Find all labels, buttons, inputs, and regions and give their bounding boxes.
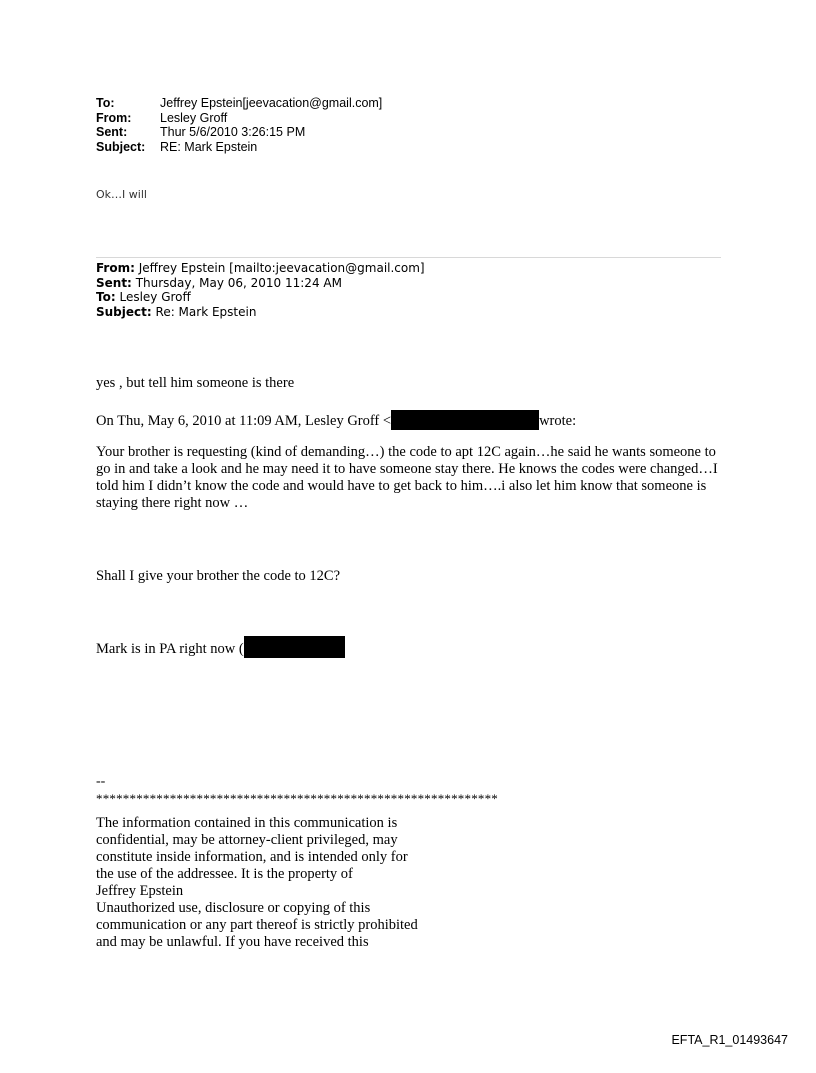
disclaimer-line: confidential, may be attorney-client privileged, may [96, 832, 398, 848]
document-id: EFTA_R1_01493647 [671, 1033, 788, 1047]
fwd-from-label: From: [96, 261, 135, 275]
body-paragraph-3-text: Mark is in PA right now ( [96, 641, 244, 657]
redaction-block [391, 410, 539, 430]
fwd-subject-value: Re: Mark Epstein [155, 304, 257, 319]
disclaimer [96, 815, 496, 951]
message-divider [96, 257, 721, 258]
fwd-subject-label: Subject: [96, 304, 152, 319]
signature-dash: -- [96, 774, 106, 789]
fwd-to-label: To: [96, 290, 116, 304]
disclaimer-line: The information contained in this communication is [96, 815, 398, 831]
disclaimer-line: and may be unlawful. If you have received this [96, 934, 369, 950]
header-subject-row [96, 140, 382, 155]
header-to-row [96, 96, 382, 111]
header-from-row [96, 111, 382, 126]
disclaimer-line: constitute inside information, and is intended only for [96, 849, 408, 865]
disclaimer-line: Jeffrey Epstein [96, 883, 184, 899]
to-value: Jeffrey Epstein[jeevacation@gmail.com] [160, 96, 383, 110]
to-label: To: [96, 96, 115, 110]
disclaimer-line: communication or any part thereof is strictly prohibited [96, 917, 418, 933]
reply-text: Ok…I will [96, 188, 147, 201]
subject-value: RE: Mark Epstein [160, 139, 258, 154]
body-paragraph-2: Shall I give your brother the code to 12C? [96, 568, 341, 584]
subject-label: Subject: [96, 139, 146, 154]
fwd-to-value: Lesley Groff [119, 290, 191, 304]
sent-value: Thur 5/6/2010 3:26:15 PM [160, 125, 306, 139]
forwarded-header [96, 261, 425, 319]
fwd-subject-row [96, 305, 425, 320]
quote-wrote: wrote: [539, 413, 577, 429]
redaction-block [244, 636, 345, 658]
from-value: Lesley Groff [160, 110, 228, 125]
disclaimer-line: the use of the addressee. It is the property of [96, 866, 353, 882]
fwd-sent-value: Thursday, May 06, 2010 11:24 AM [135, 275, 342, 290]
quote-intro: On Thu, May 6, 2010 at 11:09 AM, Lesley Groff < [96, 413, 392, 429]
body-line-1: yes , but tell him someone is there [96, 375, 295, 391]
sent-label: Sent: [96, 125, 128, 139]
body-paragraph-3 [96, 636, 345, 658]
from-label: From: [96, 110, 132, 125]
disclaimer-line: Unauthorized use, disclosure or copying of this [96, 900, 371, 916]
header-sent-row [96, 125, 382, 140]
fwd-sent-row [96, 276, 425, 291]
quote-intro-line [96, 410, 576, 430]
body-paragraph-1: Your brother is requesting (kind of demanding…) the code to apt 12C again…he said he wants someone to go in and take a look and he may need it to have someone stay there. He knows the codes were changed…I told him I didn’t know the code and would have to get back to him….i also let him know that someone is staying there right now … [96, 444, 718, 511]
fwd-to-row [96, 290, 425, 305]
fwd-sent-label: Sent: [96, 275, 132, 290]
signature-stars: ************************************************************ [96, 791, 498, 806]
fwd-from-row [96, 261, 425, 276]
email-header [96, 96, 382, 154]
fwd-from-value: Jeffrey Epstein [mailto:jeevacation@gmail.com] [138, 261, 425, 275]
